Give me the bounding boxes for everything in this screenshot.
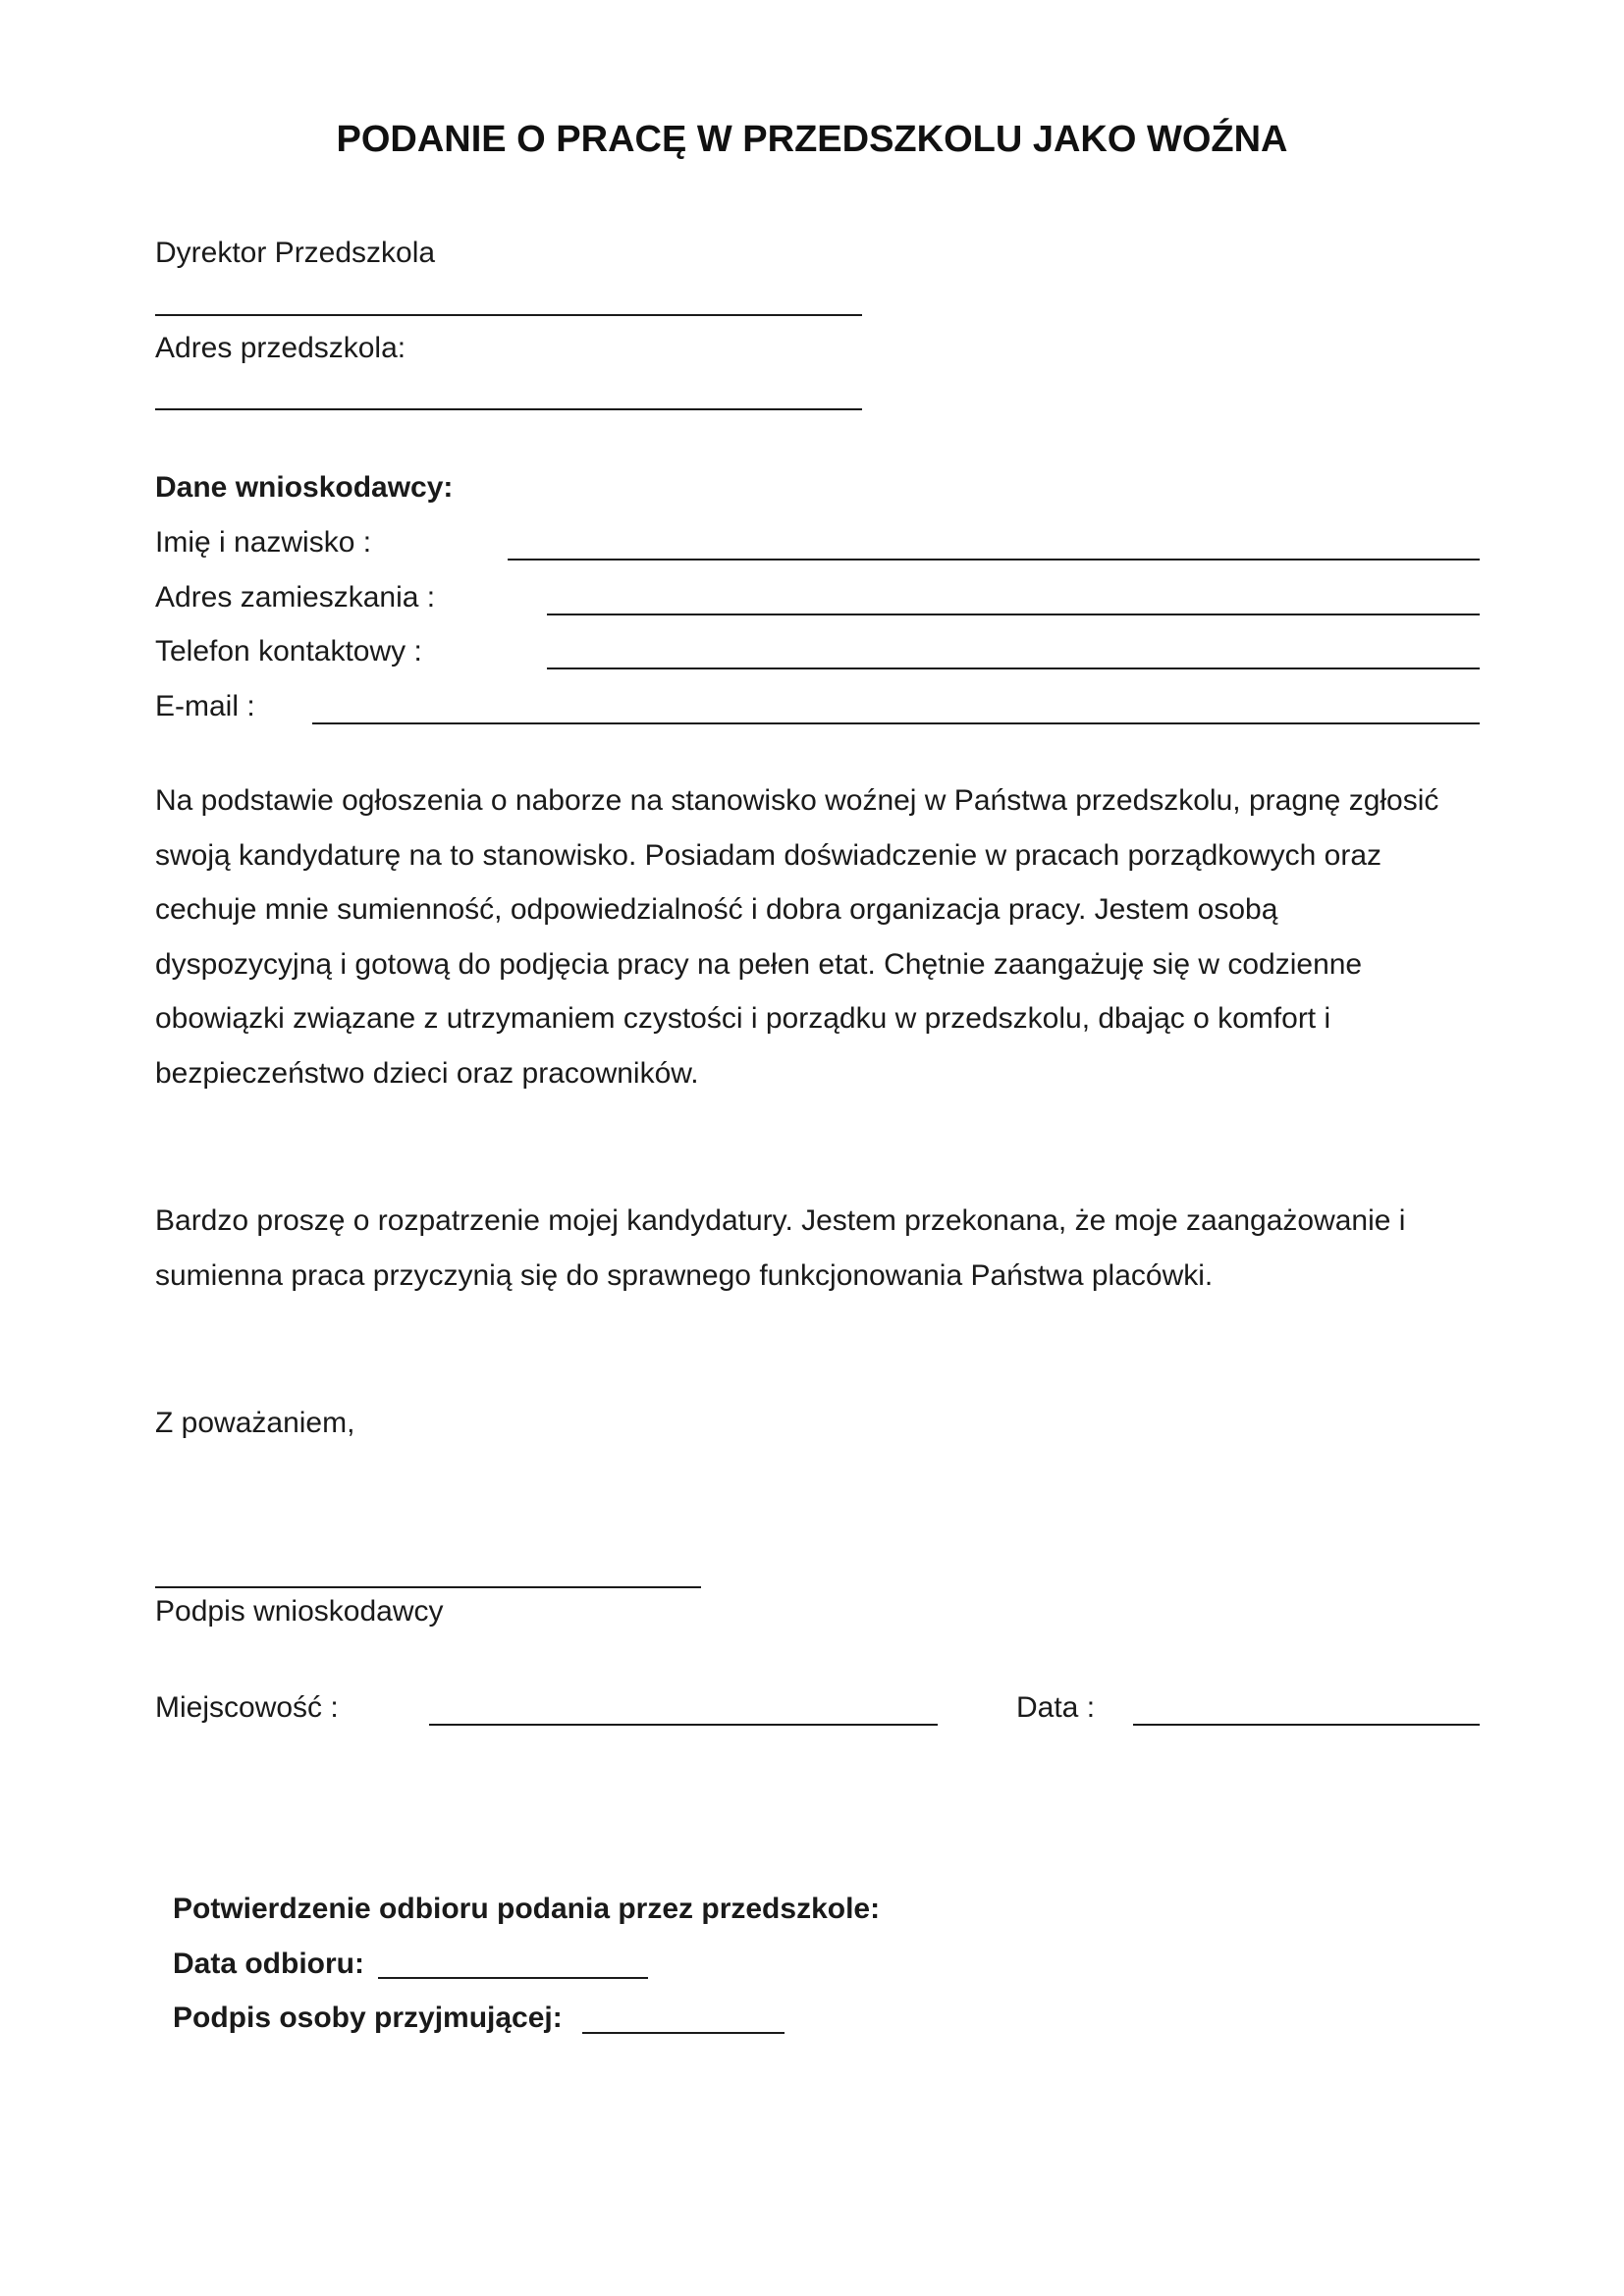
- place-label: Miejscowość :: [155, 1691, 339, 1724]
- paragraph-line: Na podstawie ogłoszenia o naborze na stanowisko woźnej w Państwa przedszkolu, pragnę zgłosić: [155, 784, 1439, 817]
- paragraph-line: swoją kandydaturę na to stanowisko. Posiadam doświadczenie w pracach porządkowych oraz: [155, 838, 1381, 872]
- confirmation-heading: Potwierdzenie odbioru podania przez przedszkole:: [173, 1893, 881, 1925]
- receiver-signature-field[interactable]: [582, 2032, 785, 2034]
- signature-label: Podpis wnioskodawcy: [155, 1595, 444, 1628]
- receiver-signature-label: Podpis osoby przyjmującej:: [173, 2002, 563, 2034]
- paragraph-line: dyspozycyjną i gotową do podjęcia pracy na pełen etat. Chętnie zaangażuję się w codzienne: [155, 947, 1363, 981]
- paragraph-line: sumienna praca przyczynią się do sprawnego funkcjonowania Państwa placówki.: [155, 1258, 1214, 1292]
- received-date-label: Data odbioru:: [173, 1948, 364, 1980]
- applicant-name-field[interactable]: [508, 559, 1480, 561]
- applicant-address-field[interactable]: [547, 614, 1480, 615]
- recipient-name-line[interactable]: [155, 314, 862, 316]
- signature-line[interactable]: [155, 1586, 701, 1588]
- applicant-name-label: Imię i nazwisko :: [155, 526, 372, 559]
- recipient-address-line[interactable]: [155, 408, 862, 410]
- body-paragraph-2: [155, 1194, 1490, 1303]
- recipient-address-label: Adres przedszkola:: [155, 332, 406, 364]
- applicant-email-field[interactable]: [312, 722, 1480, 724]
- paragraph-line: bezpieczeństwo dzieci oraz pracowników.: [155, 1056, 699, 1090]
- document-title: PODANIE O PRACĘ W PRZEDSZKOLU JAKO WOŹNA: [336, 119, 1288, 160]
- paragraph-line: cechuje mnie sumienność, odpowiedzialność i dobra organizacja pracy. Jestem osobą: [155, 893, 1278, 926]
- body-paragraph-1: [155, 774, 1490, 1100]
- recipient-label: Dyrektor Przedszkola: [155, 237, 436, 269]
- date-label: Data :: [1016, 1691, 1096, 1724]
- paragraph-line: Bardzo proszę o rozpatrzenie mojej kandydatury. Jestem przekonana, że moje zaangażowanie i: [155, 1204, 1406, 1237]
- applicant-phone-field[interactable]: [547, 667, 1480, 669]
- received-date-field[interactable]: [378, 1977, 648, 1979]
- place-field[interactable]: [429, 1724, 938, 1726]
- date-field[interactable]: [1133, 1724, 1480, 1726]
- applicant-phone-label: Telefon kontaktowy :: [155, 635, 422, 667]
- closing-text: Z poważaniem,: [155, 1407, 355, 1439]
- applicant-email-label: E-mail :: [155, 690, 255, 722]
- applicant-heading: Dane wnioskodawcy:: [155, 471, 454, 504]
- paragraph-line: obowiązki związane z utrzymaniem czystości i porządku w przedszkolu, dbając o komfort i: [155, 1002, 1331, 1035]
- applicant-address-label: Adres zamieszkania :: [155, 581, 436, 614]
